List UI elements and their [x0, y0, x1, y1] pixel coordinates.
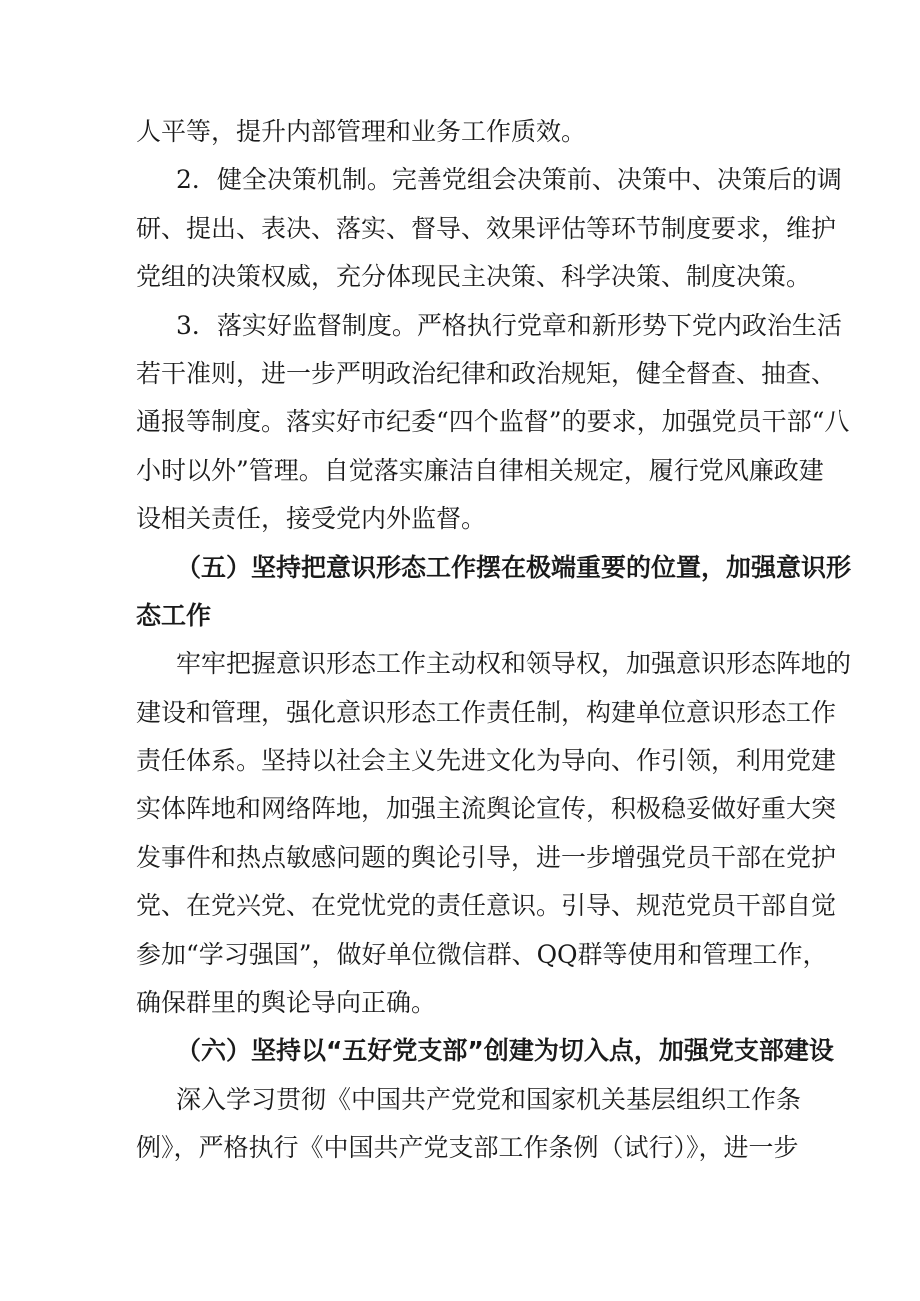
paragraph-line: 设相关责任，接受党内外监督。 [136, 504, 487, 534]
paragraph-line: 若干准则，进一步严明政治纪律和政治规矩，健全督查、抽查、 [136, 358, 837, 388]
paragraph-line: 发事件和热点敏感问题的舆论引导，进一步增强党员干部在党护 [136, 842, 837, 872]
paragraph-line: 人平等，提升内部管理和业务工作质效。 [136, 117, 587, 146]
paragraph-line: 党、在党兴党、在党忧党的责任意识。引导、规范党员干部自觉 [136, 891, 837, 921]
paragraph-line: 实体阵地和网络阵地，加强主流舆论宣传，积极稳妥做好重大突 [136, 794, 837, 824]
paragraph-line: 参加“学习强国”，做好单位微信群、QQ群等使用和管理工作， [136, 939, 828, 969]
document-body [136, 108, 852, 1173]
paragraph-line: 牢牢把握意识形态工作主动权和领导权，加强意识形态阵地的 [176, 649, 852, 679]
paragraph-line: 深入学习贯彻《中国共产党党和国家机关基层组织工作条 [176, 1084, 802, 1114]
paragraph-line: 建设和管理，强化意识形态工作责任制，构建单位意识形态工作 [136, 697, 837, 727]
section-heading-line: （六）坚持以“五好党支部”创建为切入点，加强党支部建设 [176, 1036, 834, 1066]
paragraph-line: 2．健全决策机制。完善党组会决策前、决策中、决策后的调 [176, 165, 842, 195]
paragraph-line: 通报等制度。落实好市纪委“四个监督”的要求，加强党员干部“八 [136, 407, 850, 437]
paragraph-line: 3．落实好监督制度。严格执行党章和新形势下党内政治生活 [176, 310, 842, 340]
paragraph-line: 确保群里的舆论导向正确。 [136, 988, 437, 1018]
paragraph-line: 研、提出、表决、落实、督导、效果评估等环节制度要求，维护 [136, 213, 837, 243]
section-heading-line: （五）坚持把意识形态工作摆在极端重要的位置，加强意识形 [176, 552, 852, 582]
paragraph-line: 例》，严格执行《中国共产党支部工作条例（试行）》，进一步 [136, 1133, 799, 1163]
paragraph-line: 责任体系。坚持以社会主义先进文化为导向、作引领，利用党建 [136, 746, 837, 776]
section-heading-line: 态工作 [136, 600, 212, 630]
paragraph-line: 党组的决策权威，充分体现民主决策、科学决策、制度决策。 [136, 262, 812, 292]
paragraph-line: 小时以外”管理。自觉落实廉洁自律相关规定，履行党风廉政建 [136, 455, 824, 485]
